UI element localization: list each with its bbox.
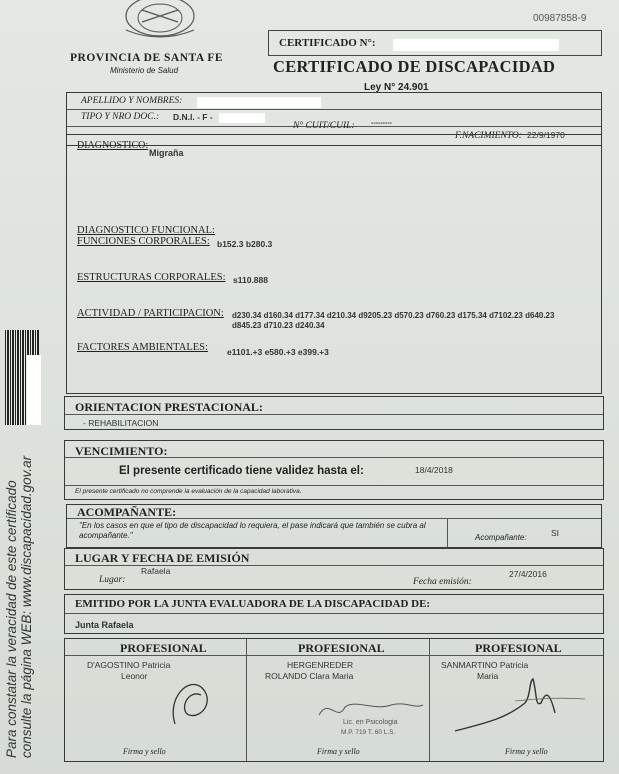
expiry-text: El presente certificado tiene validez hasta el: — [119, 465, 364, 477]
issued-by-value: Junta Rafaela — [75, 620, 134, 630]
sign-label-2: Firma y sello — [317, 747, 360, 756]
professional-header-1: PROFESIONAL — [120, 641, 207, 655]
verification-line-1: Para constatar la veracidad de este certificado — [4, 480, 19, 758]
orientation-box — [64, 396, 604, 430]
name-label: APELLIDO Y NOMBRES: — [81, 96, 183, 106]
body-structures-label: ESTRUCTURAS CORPORALES: — [77, 272, 226, 283]
expiry-date: 18/4/2018 — [415, 465, 453, 475]
place-date-label: LUGAR Y FECHA DE EMISIÓN — [75, 551, 250, 565]
orientation-value: - REHABILITACION — [83, 418, 159, 428]
serial-number: 00987858-9 — [533, 13, 587, 24]
body-functions-label: FUNCIONES CORPORALES: — [77, 236, 210, 247]
ministry-name: Ministerio de Salud — [110, 66, 179, 75]
redaction-mark — [393, 39, 559, 51]
body-functions-value: b152.3 b280.3 — [217, 239, 273, 249]
emission-date-label: Fecha emisión: — [413, 577, 472, 587]
place-label: Lugar: — [99, 575, 126, 585]
expiry-note: El presente certificado no comprende la evaluación de la capacidad laborativa. — [75, 488, 302, 495]
companion-label: ACOMPAÑANTE: — [77, 505, 177, 519]
signature-1-icon — [145, 669, 225, 729]
document-title: CERTIFICADO DE DISCAPACIDAD — [273, 57, 556, 76]
professional-header-3: PROFESIONAL — [475, 641, 562, 655]
professional-name-3b: Maria — [477, 671, 499, 681]
diagnosis-box — [66, 134, 602, 394]
sign-label-1: Firma y sello — [123, 747, 166, 756]
emission-date-value: 27/4/2016 — [509, 569, 547, 579]
stamp-line-2: M.P. 719 T. 60 L.S. — [341, 729, 396, 736]
companion-field-value: SI — [551, 528, 560, 538]
redaction-mark — [27, 355, 41, 425]
certificate-number-box — [268, 30, 602, 56]
activity-label: ACTIVIDAD / PARTICIPACION: — [77, 308, 224, 319]
issued-by-box — [64, 594, 604, 634]
professional-name-2: HERGENREDER — [287, 660, 354, 670]
certificate-number-label: CERTIFICADO N°: — [279, 37, 376, 49]
professional-name-1: D'AGOSTINO Patricia — [87, 660, 171, 670]
orientation-label: ORIENTACION PRESTACIONAL: — [75, 400, 263, 414]
province-name: PROVINCIA DE SANTA FE — [70, 52, 224, 64]
document-type-value: D.N.I. - F - — [173, 112, 213, 122]
expiry-box — [64, 440, 604, 500]
professional-header-2: PROFESIONAL — [298, 641, 385, 655]
birth-date-value: 22/9/1970 — [527, 130, 565, 140]
companion-box — [66, 504, 602, 548]
environmental-factors-value: e1101.+3 e580.+3 e399.+3 — [227, 347, 329, 357]
professionals-table — [64, 638, 604, 762]
verification-note — [4, 455, 34, 758]
expiry-label: VENCIMIENTO: — [75, 444, 168, 458]
place-value: Rafaela — [141, 566, 171, 576]
place-date-box — [64, 548, 604, 590]
sign-label-3: Firma y sello — [505, 747, 548, 756]
professional-name-3: SANMARTINO Patricia — [441, 660, 529, 670]
professional-name-2b: ROLANDO Clara Maria — [265, 671, 354, 681]
cuit-value: --------- — [371, 120, 392, 127]
law-number: Ley N° 24.901 — [364, 82, 429, 93]
body-structures-value: s110.888 — [233, 275, 268, 285]
activity-value-line-1: d230.34 d160.34 d177.34 d210.34 d9205.23 d570.23 d760.23 d175.34 d7102.23 d640.23 — [232, 311, 555, 320]
birth-date-label: F.NACIMIENTO: — [455, 131, 522, 141]
diagnosis-value: Migraña — [149, 148, 184, 158]
stamp-line-1: Lic. en Psicologia — [343, 719, 398, 726]
cuit-label: N° CUIT/CUIL: — [293, 121, 355, 131]
environmental-factors-label: FACTORES AMBIENTALES: — [77, 342, 208, 353]
professional-name-1b: Leonor — [121, 671, 148, 681]
functional-diagnosis-label: DIAGNOSTICO FUNCIONAL: — [77, 225, 215, 236]
verification-line-2: consulte la página WEB: www.discapacidad.gov.ar — [19, 455, 34, 758]
companion-field-label: Acompañante: — [475, 533, 527, 542]
redaction-mark — [219, 113, 265, 123]
signature-3-icon — [445, 673, 595, 737]
issued-by-label: EMITIDO POR LA JUNTA EVALUADORA DE LA DISCAPACIDAD DE: — [75, 598, 431, 610]
document-type-label: TIPO Y NRO DOC.: — [81, 112, 160, 122]
activity-value-line-2: d845.23 d710.23 d240.34 — [232, 321, 325, 330]
companion-note: "En los casos en que el tipo de discapacidad lo requiera, el pase indicará que también se cubra al acompañante." — [79, 521, 426, 540]
diagnosis-label: DIAGNOSTICO: — [77, 140, 149, 151]
redaction-mark — [197, 97, 321, 108]
province-seal-icon — [120, 0, 200, 42]
